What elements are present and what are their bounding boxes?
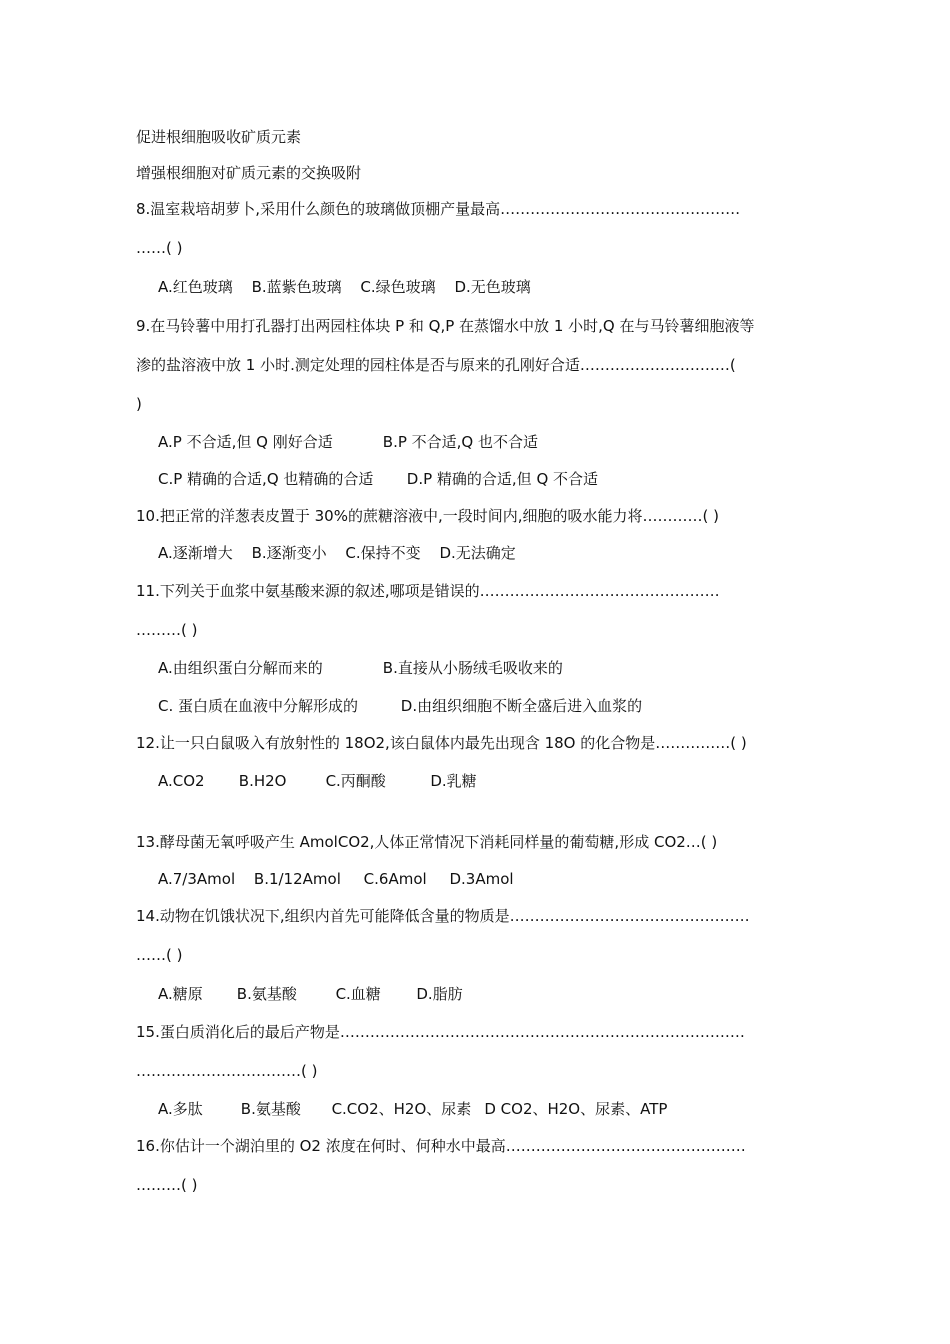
- question-14: 14.动物在饥饿状况下,组织内首先可能降低含量的物质是…………………………………………: [136, 907, 750, 925]
- option-d: D.由组织细胞不断全盛后进入血浆的: [400, 697, 643, 715]
- option-b: B.蓝紫色玻璃: [251, 278, 342, 296]
- question-9-options-row2: [158, 469, 818, 489]
- question-15-options: [158, 1099, 818, 1119]
- question-15: 15.蛋白质消化后的最后产物是………………………………………………………………………: [136, 1023, 745, 1041]
- question-14-cont: ……( ): [136, 946, 183, 964]
- question-8-cont: ……( ): [136, 239, 183, 257]
- option-b: B.1/12Amol: [253, 870, 341, 888]
- option-b: B.逐渐变小: [251, 544, 327, 562]
- question-11-options-row1: [158, 658, 818, 678]
- option-a: A.红色玻璃: [158, 278, 233, 296]
- option-a: A.CO2: [158, 772, 205, 790]
- question-14-options: [158, 984, 818, 1004]
- option-c: C.6Amol: [363, 870, 427, 888]
- question-15-cont: ……………………………( ): [136, 1062, 318, 1080]
- option-d: D CO2、H2O、尿素、ATP: [484, 1100, 668, 1118]
- text-line: 增强根细胞对矿质元素的交换吸附: [136, 164, 362, 182]
- option-d: D.乳糖: [430, 772, 477, 790]
- question-9-options-row1: [158, 432, 818, 452]
- question-12: 12.让一只白鼠吸入有放射性的 18O2,该白鼠体内最先出现含 18O 的化合物是……………( ): [136, 734, 747, 752]
- question-9: 9.在马铃薯中用打孔器打出两园柱体块 P 和 Q,P 在蒸馏水中放 1 小时,Q 在与马铃薯细胞液等: [136, 317, 755, 335]
- option-d: D.3Amol: [449, 870, 514, 888]
- option-a: A.7/3Amol: [158, 870, 236, 888]
- option-a: A.P 不合适,但 Q 刚好合适: [158, 433, 333, 451]
- option-b: B.P 不合适,Q 也不合适: [382, 433, 538, 451]
- option-b: B.直接从小肠绒毛吸收来的: [382, 659, 563, 677]
- option-b: B.H2O: [238, 772, 287, 790]
- option-a: A.多肽: [158, 1100, 203, 1118]
- question-16: 16.你估计一个湖泊里的 O2 浓度在何时、何种水中最高…………………………………………: [136, 1137, 746, 1155]
- question-8: 8.温室栽培胡萝卜,采用什么颜色的玻璃做顶棚产量最高…………………………………………: [136, 200, 741, 218]
- question-13: 13.酵母菌无氧呼吸产生 AmolCO2,人体正常情况下消耗同样量的葡萄糖,形成 CO2…( ): [136, 833, 718, 851]
- question-11: 11.下列关于血浆中氨基酸来源的叙述,哪项是错误的…………………………………………: [136, 582, 720, 600]
- question-11-cont: ………( ): [136, 621, 198, 639]
- option-d: D.P 精确的合适,但 Q 不合适: [406, 470, 599, 488]
- option-b: B.氨基酸: [236, 985, 297, 1003]
- option-d: D.无法确定: [439, 544, 516, 562]
- option-c: C. 蛋白质在血液中分解形成的: [158, 697, 359, 715]
- option-c: C.血糖: [335, 985, 381, 1003]
- question-10: 10.把正常的洋葱表皮置于 30%的蔗糖溶液中,一段时间内,细胞的吸水能力将…………( ): [136, 507, 719, 525]
- option-c: C.丙酮酸: [325, 772, 386, 790]
- option-d: D.无色玻璃: [454, 278, 531, 296]
- option-d: D.脂肪: [416, 985, 463, 1003]
- option-c: C.P 精确的合适,Q 也精确的合适: [158, 470, 374, 488]
- question-9-cont: ): [136, 395, 142, 413]
- question-13-options: [158, 869, 818, 889]
- text-line: 促进根细胞吸收矿质元素: [136, 128, 302, 146]
- option-c: C.保持不变: [345, 544, 421, 562]
- option-c: C.绿色玻璃: [360, 278, 436, 296]
- question-10-options: [158, 543, 818, 563]
- question-16-cont: ………( ): [136, 1176, 198, 1194]
- question-9-cont: 渗的盐溶液中放 1 小时.测定处理的园柱体是否与原来的孔刚好合适…………………………(: [136, 356, 736, 374]
- option-c: C.CO2、H2O、尿素: [331, 1100, 472, 1118]
- option-b: B.氨基酸: [240, 1100, 301, 1118]
- question-8-options: [158, 277, 818, 297]
- option-a: A.糖原: [158, 985, 203, 1003]
- option-a: A.由组织蛋白分解而来的: [158, 659, 323, 677]
- question-11-options-row2: [158, 696, 818, 716]
- question-12-options: [158, 771, 818, 791]
- option-a: A.逐渐增大: [158, 544, 233, 562]
